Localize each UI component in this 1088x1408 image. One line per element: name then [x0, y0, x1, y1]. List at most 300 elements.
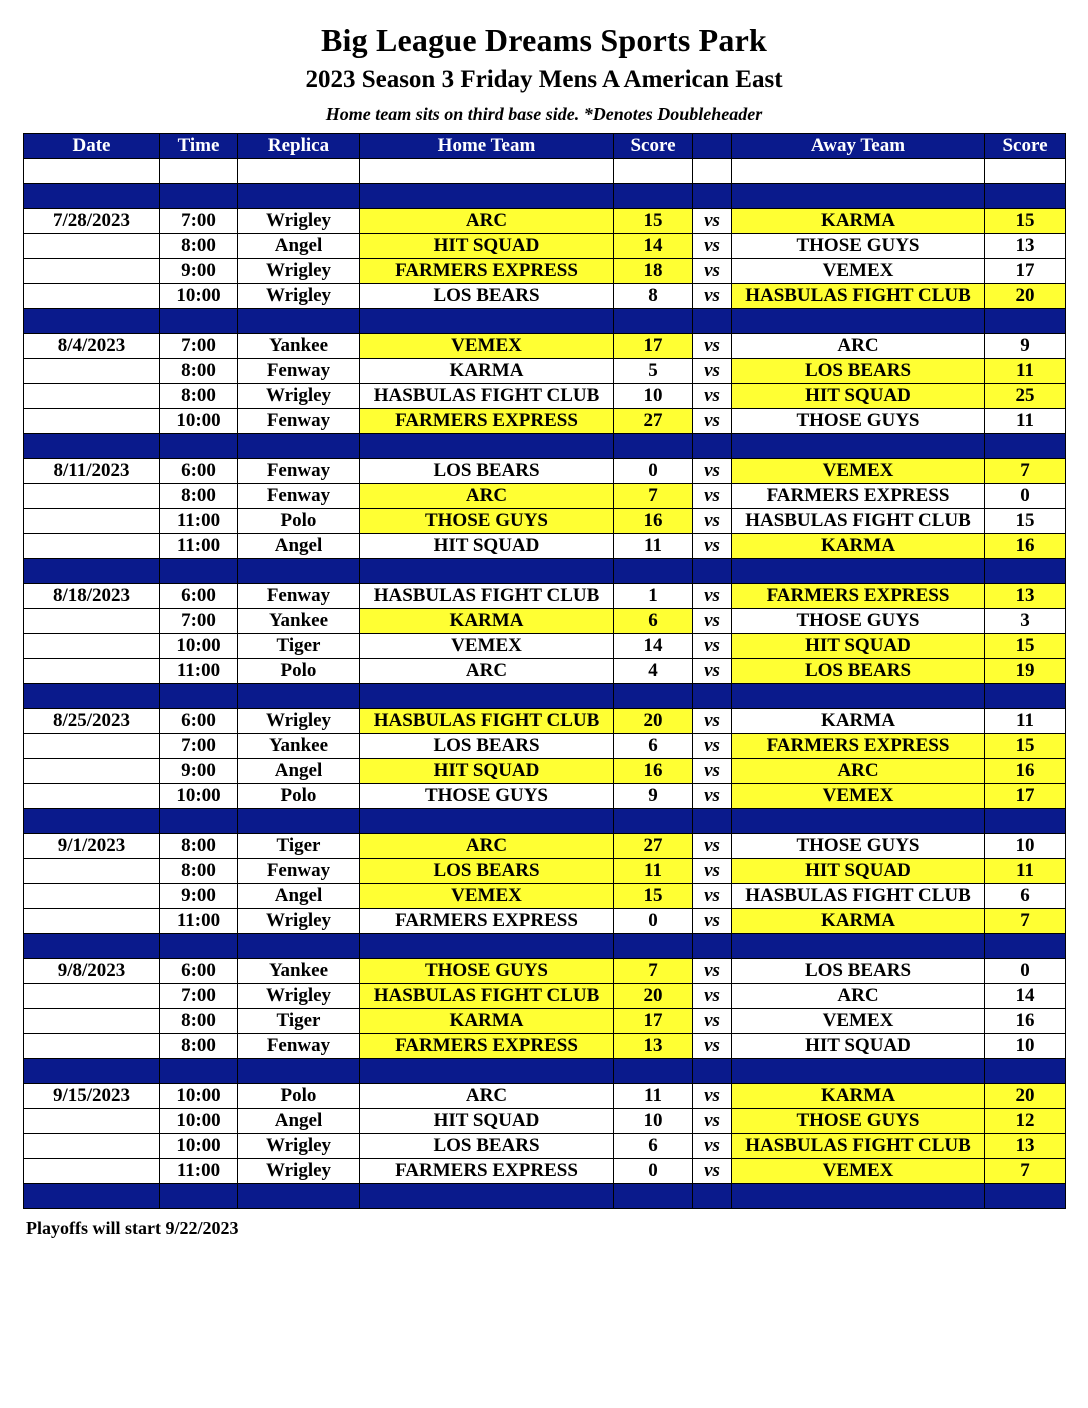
game-time: 7:00	[160, 334, 238, 359]
away-score: 12	[985, 1109, 1066, 1134]
week-separator-cell	[238, 809, 360, 834]
game-time: 7:00	[160, 209, 238, 234]
table-row	[24, 584, 1066, 609]
away-score: 7	[985, 1159, 1066, 1184]
vs-label: vs	[693, 759, 732, 784]
game-date	[24, 359, 160, 384]
home-team: HASBULAS FIGHT CLUB	[360, 984, 614, 1009]
week-separator-cell	[160, 684, 238, 709]
game-time: 10:00	[160, 1084, 238, 1109]
vs-label: vs	[693, 834, 732, 859]
table-row	[24, 884, 1066, 909]
week-separator	[24, 559, 1066, 584]
vs-label: vs	[693, 1134, 732, 1159]
game-replica: Yankee	[238, 734, 360, 759]
week-separator-cell	[160, 559, 238, 584]
table-row	[24, 784, 1066, 809]
vs-label: vs	[693, 909, 732, 934]
game-replica: Fenway	[238, 1034, 360, 1059]
away-score: 20	[985, 284, 1066, 309]
vs-label: vs	[693, 984, 732, 1009]
week-separator-cell	[238, 1059, 360, 1084]
home-team: HASBULAS FIGHT CLUB	[360, 584, 614, 609]
game-replica: Fenway	[238, 859, 360, 884]
home-score: 18	[614, 259, 693, 284]
home-score: 0	[614, 1159, 693, 1184]
game-date	[24, 909, 160, 934]
week-separator-cell	[732, 1184, 985, 1209]
week-separator-cell	[985, 934, 1066, 959]
home-team: KARMA	[360, 1009, 614, 1034]
away-score: 17	[985, 259, 1066, 284]
week-separator-cell	[693, 934, 732, 959]
blank-row-cell	[614, 159, 693, 184]
game-time: 8:00	[160, 834, 238, 859]
away-team: HIT SQUAD	[732, 634, 985, 659]
vs-label: vs	[693, 409, 732, 434]
week-separator-cell	[24, 934, 160, 959]
home-team: VEMEX	[360, 334, 614, 359]
away-score: 0	[985, 484, 1066, 509]
header-note: Home team sits on third base side. *Denotes Doubleheader	[325, 104, 763, 124]
week-separator-cell	[614, 309, 693, 334]
table-row	[24, 1109, 1066, 1134]
game-replica: Tiger	[238, 634, 360, 659]
game-time: 10:00	[160, 1109, 238, 1134]
away-team: HASBULAS FIGHT CLUB	[732, 884, 985, 909]
game-replica: Wrigley	[238, 259, 360, 284]
week-separator-cell	[160, 1059, 238, 1084]
home-score: 20	[614, 984, 693, 1009]
game-time: 11:00	[160, 909, 238, 934]
vs-label: vs	[693, 234, 732, 259]
away-team: ARC	[732, 759, 985, 784]
game-time: 11:00	[160, 1159, 238, 1184]
week-separator-cell	[693, 809, 732, 834]
game-replica: Tiger	[238, 834, 360, 859]
vs-label: vs	[693, 1009, 732, 1034]
vs-label: vs	[693, 509, 732, 534]
away-score: 11	[985, 709, 1066, 734]
home-score: 17	[614, 334, 693, 359]
home-team: KARMA	[360, 609, 614, 634]
week-separator-cell	[985, 184, 1066, 209]
away-team: KARMA	[732, 1084, 985, 1109]
week-separator-cell	[614, 1059, 693, 1084]
home-score: 0	[614, 459, 693, 484]
game-replica: Wrigley	[238, 384, 360, 409]
game-time: 6:00	[160, 459, 238, 484]
table-row	[24, 759, 1066, 784]
home-team: FARMERS EXPRESS	[360, 259, 614, 284]
week-separator-cell	[985, 559, 1066, 584]
vs-label: vs	[693, 709, 732, 734]
week-separator	[24, 1184, 1066, 1209]
week-separator-cell	[24, 434, 160, 459]
game-date: 9/15/2023	[24, 1084, 160, 1109]
blank-row-cell	[360, 159, 614, 184]
game-time: 8:00	[160, 859, 238, 884]
blank-row-cell	[985, 159, 1066, 184]
game-date	[24, 634, 160, 659]
week-separator-cell	[693, 1184, 732, 1209]
table-row	[24, 209, 1066, 234]
away-team: THOSE GUYS	[732, 234, 985, 259]
column-header-away-team: Away Team	[732, 134, 985, 159]
away-team: VEMEX	[732, 259, 985, 284]
home-score: 16	[614, 509, 693, 534]
away-team: VEMEX	[732, 1009, 985, 1034]
home-team: LOS BEARS	[360, 859, 614, 884]
away-score: 7	[985, 459, 1066, 484]
week-separator-cell	[732, 559, 985, 584]
home-score: 14	[614, 634, 693, 659]
game-time: 9:00	[160, 259, 238, 284]
week-separator-cell	[24, 559, 160, 584]
week-separator-cell	[693, 1059, 732, 1084]
table-row	[24, 634, 1066, 659]
game-replica: Angel	[238, 234, 360, 259]
week-separator-cell	[24, 1184, 160, 1209]
page-subtitle: 2023 Season 3 Friday Mens A American East	[305, 66, 783, 93]
table-row	[24, 909, 1066, 934]
table-row	[24, 859, 1066, 884]
home-score: 27	[614, 834, 693, 859]
week-separator-cell	[732, 1059, 985, 1084]
home-team: HASBULAS FIGHT CLUB	[360, 384, 614, 409]
home-score: 6	[614, 734, 693, 759]
away-score: 15	[985, 209, 1066, 234]
game-replica: Angel	[238, 1109, 360, 1134]
week-separator-cell	[985, 434, 1066, 459]
table-row	[24, 334, 1066, 359]
home-score: 10	[614, 384, 693, 409]
blank-row	[24, 159, 1066, 184]
column-header-home-team: Home Team	[360, 134, 614, 159]
home-score: 6	[614, 609, 693, 634]
table-row	[24, 484, 1066, 509]
away-score: 16	[985, 759, 1066, 784]
vs-label: vs	[693, 959, 732, 984]
week-separator-cell	[238, 559, 360, 584]
table-row	[24, 509, 1066, 534]
week-separator	[24, 184, 1066, 209]
away-score: 13	[985, 584, 1066, 609]
away-team: VEMEX	[732, 1159, 985, 1184]
game-replica: Fenway	[238, 409, 360, 434]
table-row	[24, 384, 1066, 409]
home-score: 0	[614, 909, 693, 934]
home-team: ARC	[360, 659, 614, 684]
game-date	[24, 509, 160, 534]
table-row	[24, 1009, 1066, 1034]
week-separator-cell	[238, 934, 360, 959]
game-replica: Wrigley	[238, 909, 360, 934]
week-separator-cell	[732, 934, 985, 959]
home-score: 15	[614, 884, 693, 909]
home-score: 5	[614, 359, 693, 384]
home-score: 10	[614, 1109, 693, 1134]
home-team: THOSE GUYS	[360, 959, 614, 984]
game-time: 8:00	[160, 384, 238, 409]
home-team: ARC	[360, 1084, 614, 1109]
week-separator-cell	[732, 684, 985, 709]
game-replica: Wrigley	[238, 1159, 360, 1184]
week-separator-cell	[985, 684, 1066, 709]
week-separator-cell	[24, 684, 160, 709]
home-team: LOS BEARS	[360, 1134, 614, 1159]
game-date: 9/1/2023	[24, 834, 160, 859]
game-replica: Angel	[238, 759, 360, 784]
table-row	[24, 609, 1066, 634]
game-replica: Angel	[238, 534, 360, 559]
week-separator-cell	[732, 309, 985, 334]
game-time: 10:00	[160, 784, 238, 809]
game-date	[24, 284, 160, 309]
game-time: 8:00	[160, 1034, 238, 1059]
home-team: HIT SQUAD	[360, 1109, 614, 1134]
away-score: 0	[985, 959, 1066, 984]
home-team: HASBULAS FIGHT CLUB	[360, 709, 614, 734]
game-date	[24, 259, 160, 284]
home-score: 9	[614, 784, 693, 809]
home-team: FARMERS EXPRESS	[360, 909, 614, 934]
game-replica: Wrigley	[238, 984, 360, 1009]
away-team: FARMERS EXPRESS	[732, 734, 985, 759]
vs-label: vs	[693, 784, 732, 809]
blank-row-cell	[732, 159, 985, 184]
game-time: 11:00	[160, 659, 238, 684]
away-score: 6	[985, 884, 1066, 909]
vs-label: vs	[693, 284, 732, 309]
game-time: 10:00	[160, 1134, 238, 1159]
blank-row-cell	[693, 159, 732, 184]
home-team: THOSE GUYS	[360, 509, 614, 534]
home-score: 20	[614, 709, 693, 734]
game-date	[24, 484, 160, 509]
game-replica: Wrigley	[238, 209, 360, 234]
home-team: LOS BEARS	[360, 284, 614, 309]
away-score: 11	[985, 409, 1066, 434]
column-header-time: Time	[160, 134, 238, 159]
away-score: 13	[985, 234, 1066, 259]
away-score: 11	[985, 359, 1066, 384]
game-date	[24, 534, 160, 559]
game-date	[24, 609, 160, 634]
week-separator	[24, 934, 1066, 959]
table-row	[24, 1084, 1066, 1109]
week-separator-cell	[614, 184, 693, 209]
away-team: LOS BEARS	[732, 359, 985, 384]
table-row	[24, 709, 1066, 734]
away-team: HIT SQUAD	[732, 859, 985, 884]
week-separator-cell	[693, 559, 732, 584]
week-separator-cell	[985, 1184, 1066, 1209]
home-team: FARMERS EXPRESS	[360, 1159, 614, 1184]
week-separator-cell	[160, 434, 238, 459]
blank-row-cell	[24, 159, 160, 184]
home-team: HIT SQUAD	[360, 534, 614, 559]
table-row	[24, 1134, 1066, 1159]
away-score: 9	[985, 334, 1066, 359]
table-row	[24, 984, 1066, 1009]
away-team: HASBULAS FIGHT CLUB	[732, 284, 985, 309]
game-replica: Wrigley	[238, 284, 360, 309]
week-separator-cell	[360, 1059, 614, 1084]
week-separator-cell	[238, 1184, 360, 1209]
week-separator-cell	[614, 934, 693, 959]
game-replica: Polo	[238, 1084, 360, 1109]
table-row	[24, 659, 1066, 684]
away-team: FARMERS EXPRESS	[732, 584, 985, 609]
vs-label: vs	[693, 734, 732, 759]
week-separator-cell	[160, 934, 238, 959]
vs-label: vs	[693, 1034, 732, 1059]
game-time: 8:00	[160, 1009, 238, 1034]
week-separator-cell	[985, 809, 1066, 834]
week-separator-cell	[614, 684, 693, 709]
home-score: 11	[614, 1084, 693, 1109]
table-row	[24, 234, 1066, 259]
home-score: 8	[614, 284, 693, 309]
game-replica: Yankee	[238, 609, 360, 634]
game-replica: Polo	[238, 509, 360, 534]
week-separator	[24, 809, 1066, 834]
table-row	[24, 284, 1066, 309]
week-separator-cell	[693, 309, 732, 334]
week-separator-cell	[238, 184, 360, 209]
game-replica: Yankee	[238, 959, 360, 984]
game-time: 7:00	[160, 734, 238, 759]
week-separator-cell	[238, 434, 360, 459]
away-team: HIT SQUAD	[732, 384, 985, 409]
week-separator-cell	[160, 809, 238, 834]
week-separator-cell	[360, 809, 614, 834]
vs-label: vs	[693, 1084, 732, 1109]
game-replica: Polo	[238, 784, 360, 809]
game-replica: Fenway	[238, 484, 360, 509]
game-date: 9/8/2023	[24, 959, 160, 984]
away-team: ARC	[732, 984, 985, 1009]
game-date: 7/28/2023	[24, 209, 160, 234]
game-date	[24, 659, 160, 684]
week-separator-cell	[24, 809, 160, 834]
vs-label: vs	[693, 609, 732, 634]
game-date	[24, 1159, 160, 1184]
home-team: FARMERS EXPRESS	[360, 409, 614, 434]
game-replica: Yankee	[238, 334, 360, 359]
home-score: 15	[614, 209, 693, 234]
away-score: 14	[985, 984, 1066, 1009]
home-team: FARMERS EXPRESS	[360, 1034, 614, 1059]
game-date	[24, 384, 160, 409]
week-separator-cell	[238, 309, 360, 334]
away-team: KARMA	[732, 909, 985, 934]
table-row	[24, 409, 1066, 434]
home-score: 7	[614, 959, 693, 984]
away-team: THOSE GUYS	[732, 409, 985, 434]
home-score: 27	[614, 409, 693, 434]
game-date	[24, 884, 160, 909]
away-score: 16	[985, 534, 1066, 559]
away-team: HIT SQUAD	[732, 1034, 985, 1059]
game-date	[24, 1134, 160, 1159]
week-separator-cell	[732, 809, 985, 834]
home-score: 11	[614, 534, 693, 559]
game-date	[24, 859, 160, 884]
game-replica: Fenway	[238, 584, 360, 609]
week-separator-cell	[160, 309, 238, 334]
game-date	[24, 1109, 160, 1134]
table-row	[24, 959, 1066, 984]
home-score: 11	[614, 859, 693, 884]
week-separator-cell	[360, 184, 614, 209]
away-score: 20	[985, 1084, 1066, 1109]
table-row	[24, 459, 1066, 484]
week-separator-cell	[985, 1059, 1066, 1084]
blank-row-cell	[160, 159, 238, 184]
away-score: 17	[985, 784, 1066, 809]
vs-label: vs	[693, 859, 732, 884]
week-separator-cell	[360, 309, 614, 334]
home-team: ARC	[360, 834, 614, 859]
game-date	[24, 734, 160, 759]
vs-label: vs	[693, 209, 732, 234]
home-team: VEMEX	[360, 884, 614, 909]
column-header-replica: Replica	[238, 134, 360, 159]
away-score: 15	[985, 509, 1066, 534]
game-replica: Fenway	[238, 359, 360, 384]
blank-row-cell	[238, 159, 360, 184]
week-separator-cell	[24, 184, 160, 209]
vs-label: vs	[693, 334, 732, 359]
away-team: THOSE GUYS	[732, 834, 985, 859]
week-separator	[24, 434, 1066, 459]
week-separator-cell	[360, 684, 614, 709]
game-time: 8:00	[160, 484, 238, 509]
away-team: THOSE GUYS	[732, 609, 985, 634]
home-score: 6	[614, 1134, 693, 1159]
away-team: KARMA	[732, 209, 985, 234]
away-score: 10	[985, 834, 1066, 859]
week-separator	[24, 684, 1066, 709]
home-team: LOS BEARS	[360, 734, 614, 759]
page-title: Big League Dreams Sports Park	[320, 22, 768, 58]
game-time: 11:00	[160, 509, 238, 534]
game-time: 8:00	[160, 359, 238, 384]
game-replica: Wrigley	[238, 1134, 360, 1159]
game-date: 8/4/2023	[24, 334, 160, 359]
table-row	[24, 359, 1066, 384]
game-time: 6:00	[160, 959, 238, 984]
game-time: 7:00	[160, 609, 238, 634]
game-time: 10:00	[160, 634, 238, 659]
home-score: 17	[614, 1009, 693, 1034]
week-separator-cell	[360, 934, 614, 959]
table-row	[24, 259, 1066, 284]
vs-label: vs	[693, 259, 732, 284]
game-replica: Polo	[238, 659, 360, 684]
vs-label: vs	[693, 634, 732, 659]
week-separator-cell	[160, 184, 238, 209]
playoffs-note: Playoffs will start 9/22/2023	[26, 1218, 239, 1238]
game-time: 8:00	[160, 234, 238, 259]
week-separator-cell	[693, 684, 732, 709]
vs-label: vs	[693, 659, 732, 684]
away-team: VEMEX	[732, 459, 985, 484]
table-row	[24, 1159, 1066, 1184]
game-date	[24, 759, 160, 784]
